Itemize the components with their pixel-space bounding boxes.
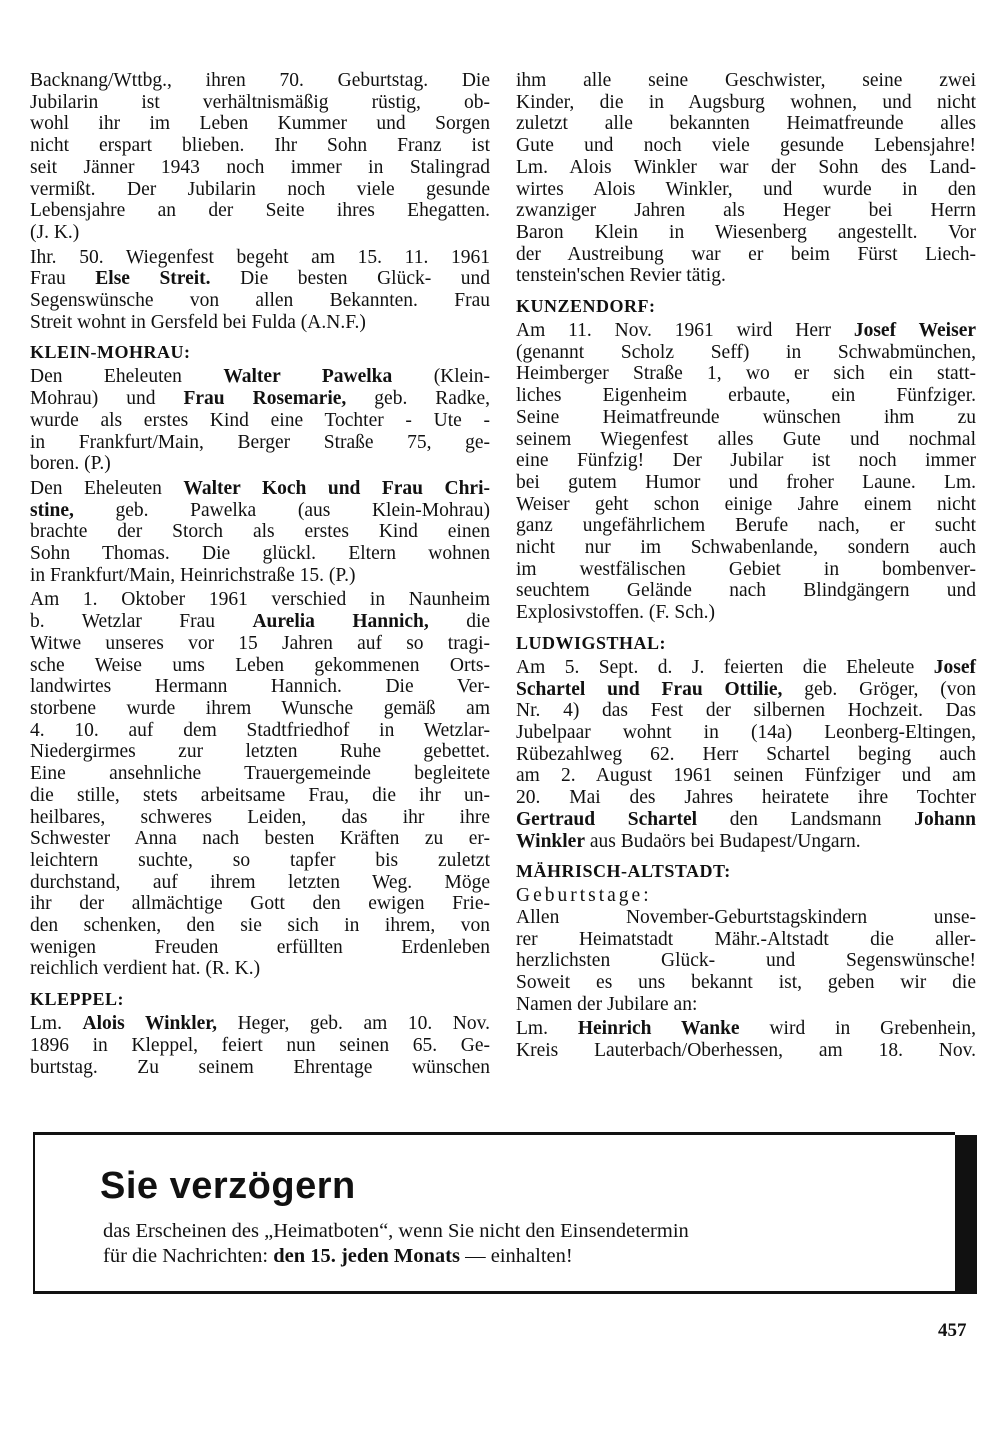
bold-name: Schartel und Frau Ottilie, xyxy=(516,678,783,700)
text-line xyxy=(516,602,976,624)
paragraph xyxy=(516,320,976,624)
text-segment: nicht erspart blieben. Ihr Sohn Franz ist xyxy=(30,135,490,157)
left-column xyxy=(30,70,490,1081)
paragraph xyxy=(516,657,976,852)
text-segment: den Landsmann xyxy=(697,808,915,830)
text-line xyxy=(516,92,976,114)
text-line xyxy=(30,655,490,677)
text-segment: reichlich verdient hat. (R. K.) xyxy=(30,958,261,980)
text-line xyxy=(516,929,976,951)
bold-name: Frau Rosemarie, xyxy=(183,388,347,410)
text-segment: im westfälischen Gebiet in bombenver- xyxy=(516,558,976,580)
text-segment: Lebensjahre an der Seite ihres Ehegatten. xyxy=(30,200,490,222)
text-line xyxy=(516,265,976,287)
text-segment: 1896 in Kleppel, feiert nun seinen 65. Ge- xyxy=(30,1034,490,1056)
text-segment: Explosivstoffen. (F. Sch.) xyxy=(516,602,716,624)
text-segment: Am 11. Nov. 1961 wird Herr xyxy=(516,320,854,342)
text-segment: Kreis Lauterbach/Oberhessen, am 18. Nov. xyxy=(516,1040,976,1062)
text-segment: durchstand, auf ihrem letzten Weg. Möge xyxy=(30,871,490,893)
text-line xyxy=(30,432,490,454)
text-segment: rer Heimatstadt Mähr.-Altstadt die aller- xyxy=(516,928,976,950)
text-line xyxy=(516,244,976,266)
text-segment: ihr der allmächtige Gott den ewigen Frie- xyxy=(30,893,490,915)
text-segment: Die besten Glück- und xyxy=(210,268,490,290)
section-heading: MÄHRISCH-ALTSTADT: xyxy=(516,861,731,882)
text-line xyxy=(30,633,490,655)
text-line xyxy=(30,1057,490,1079)
text-line xyxy=(516,537,976,559)
text-segment: Gute und noch viele gesunde Lebensjahre! xyxy=(516,135,976,157)
text-segment: Heger, geb. am 10. Nov. xyxy=(217,1013,490,1035)
text-segment: seuchtem Gelände nach Blindgängern und xyxy=(516,580,976,602)
bold-name: Else Streit. xyxy=(95,268,211,290)
bold-name: Gertraud Schartel xyxy=(516,808,698,830)
notice-deadline: den 15. jeden Monats xyxy=(273,1245,460,1267)
text-segment: die stille, stets arbeitsame Frau, die ihr un- xyxy=(30,784,490,806)
text-segment: den schenken, den sie sich in ihrem, von xyxy=(30,915,490,937)
text-line xyxy=(30,741,490,763)
bold-name: Heinrich Wanke xyxy=(577,1018,740,1040)
text-segment: Mohrau) und xyxy=(30,388,184,410)
text-line xyxy=(30,410,490,432)
subheading: Geburtstage: xyxy=(516,885,652,907)
paragraph xyxy=(30,247,490,334)
text-line xyxy=(30,807,490,829)
text-line xyxy=(30,268,490,290)
text-segment: Jubelpaar wohnt in (14a) Leonberg-Eltingen, xyxy=(516,721,976,743)
text-line xyxy=(516,515,976,537)
text-segment: Lm. xyxy=(30,1013,83,1035)
text-line xyxy=(516,450,976,472)
text-segment: aus Budaörs bei Budapest/Ungarn. xyxy=(584,830,861,852)
text-line xyxy=(516,385,976,407)
text-segment: herzlichsten Glück- und Segenswünsche! xyxy=(516,950,976,972)
notice-side-bar xyxy=(955,1135,977,1294)
text-line xyxy=(30,200,490,222)
text-line xyxy=(516,70,976,92)
section-heading: KLEIN-MOHRAU: xyxy=(30,342,191,363)
text-segment: Namen der Jubilare an: xyxy=(516,993,698,1015)
text-segment: wirtes Alois Winkler, und wurde in den xyxy=(516,178,976,200)
text-segment: boren. (P.) xyxy=(30,453,111,475)
text-line xyxy=(30,698,490,720)
text-line xyxy=(516,1018,976,1040)
text-segment: wird in Grebenhein, xyxy=(739,1018,976,1040)
bold-name: Josef xyxy=(933,656,976,678)
paragraph xyxy=(516,70,976,287)
text-line xyxy=(30,720,490,742)
text-line xyxy=(30,565,490,587)
text-segment: b. Wetzlar Frau xyxy=(30,611,253,633)
text-line xyxy=(30,937,490,959)
text-segment: Heimberger Straße 1, wo er sich ein statt- xyxy=(516,363,976,385)
text-line xyxy=(30,785,490,807)
text-segment: heilbares, schweres Leiden, das ihr ihre xyxy=(30,806,490,828)
text-segment: Den Eheleuten xyxy=(30,477,184,499)
section-heading: KLEPPEL: xyxy=(30,989,125,1010)
text-segment: Streit wohnt in Gersfeld bei Fulda (A.N.F.) xyxy=(30,311,366,333)
text-segment: Soweit es uns bekannt ist, geben wir die xyxy=(516,972,976,994)
text-segment: wurde als erstes Kind eine Tochter - Ute - xyxy=(30,409,490,431)
bold-name: Alois Winkler, xyxy=(82,1013,218,1035)
notice-title: Sie verzögern xyxy=(100,1165,356,1207)
text-line xyxy=(516,472,976,494)
text-segment: 20. Mai des Jahres heiratete ihre Tochter xyxy=(516,787,976,809)
text-segment: bei gutem Humor und froher Laune. Lm. xyxy=(516,471,976,493)
text-line xyxy=(30,113,490,135)
text-segment: wohl ihr im Leben Kummer und Sorgen xyxy=(30,113,490,135)
text-segment: Jubilarin ist verhältnismäßig rüstig, ob- xyxy=(30,91,490,113)
text-segment: Lm. Alois Winkler war der Sohn des Land- xyxy=(516,156,976,178)
text-line xyxy=(516,994,976,1016)
text-line xyxy=(516,907,976,929)
text-segment: vermißt. Der Jubilarin noch viele gesunde xyxy=(30,178,490,200)
text-segment: Den Eheleuten xyxy=(30,366,224,388)
text-line xyxy=(30,478,490,500)
text-line xyxy=(516,722,976,744)
notice-text xyxy=(103,1219,689,1269)
text-segment: am 2. August 1961 seinen Fünfziger und am xyxy=(516,765,976,787)
text-line xyxy=(516,831,976,853)
text-line xyxy=(516,222,976,244)
paragraph xyxy=(516,907,976,1016)
text-line xyxy=(516,200,976,222)
text-line xyxy=(516,157,976,179)
text-segment: Am 1. Oktober 1961 verschied in Naunheim xyxy=(30,589,490,611)
text-segment: Nr. 4) das Fest der silbernen Hochzeit. Das xyxy=(516,700,976,722)
text-segment: Witwe unseres vor 15 Jahren auf so tragi- xyxy=(30,632,490,654)
text-segment: seinem Wiegenfest alles Gute und nochmal xyxy=(516,428,976,450)
text-segment: nicht nur im Schwabenlande, sondern auch xyxy=(516,537,976,559)
text-segment: tenstein'schen Revier tätig. xyxy=(516,265,726,287)
text-segment: ihm alle seine Geschwister, seine zwei xyxy=(516,70,976,91)
text-segment: in Frankfurt/Main, Heinrichstraße 15. (P.) xyxy=(30,564,356,586)
text-line xyxy=(516,559,976,581)
text-line xyxy=(516,765,976,787)
text-segment: in Frankfurt/Main, Berger Straße 75, ge- xyxy=(30,431,490,453)
text-line xyxy=(516,657,976,679)
text-line xyxy=(30,589,490,611)
notice-box xyxy=(33,1132,955,1294)
text-line xyxy=(30,828,490,850)
text-segment: Frau xyxy=(30,268,96,290)
text-segment: Sohn Thomas. Die glückl. Eltern wohnen xyxy=(30,543,490,565)
text-segment: zuletzt alle bekannten Heimatfreunde alles xyxy=(516,113,976,135)
notice-text-part: für die Nachrichten: xyxy=(103,1245,274,1267)
bold-name: Winkler xyxy=(516,830,585,852)
text-segment: burtstag. Zu seinem Ehrentage wünschen xyxy=(30,1056,490,1078)
text-line xyxy=(516,679,976,701)
paragraph xyxy=(30,366,490,475)
text-segment: leichtern suchte, so tapfer bis zuletzt xyxy=(30,849,490,871)
text-segment: zwanziger Jahren als Heger bei Herrn xyxy=(516,200,976,222)
text-line xyxy=(30,388,490,410)
text-segment: Eine ansehnliche Trauergemeinde begleitete xyxy=(30,763,490,785)
text-line xyxy=(516,363,976,385)
paragraph xyxy=(30,589,490,980)
text-line xyxy=(30,611,490,633)
paragraph xyxy=(30,1013,490,1078)
text-segment: (J. K.) xyxy=(30,221,80,243)
right-column xyxy=(516,70,976,1065)
text-line xyxy=(30,366,490,388)
text-segment: Ihr. 50. Wiegenfest begeht am 15. 11. 1961 xyxy=(30,246,490,268)
text-line xyxy=(30,543,490,565)
text-line xyxy=(30,222,490,244)
bold-name: Walter Pawelka xyxy=(223,366,393,388)
text-line xyxy=(30,850,490,872)
text-segment: liches Eigenheim erbaute, ein Fünfziger. xyxy=(516,385,976,407)
text-segment: Weiser geht schon einige Jahre einem nicht xyxy=(516,493,976,515)
text-segment: geb. Pawelka (aus Klein-Mohrau) xyxy=(73,499,490,521)
text-line xyxy=(516,787,976,809)
text-segment: landwirtes Hermann Hannich. Die Ver- xyxy=(30,676,490,698)
text-line xyxy=(30,92,490,114)
text-line xyxy=(516,113,976,135)
text-segment: Lm. xyxy=(516,1018,578,1040)
text-line xyxy=(30,676,490,698)
text-segment: geb. Gröger, (von xyxy=(782,678,977,700)
text-segment: Niedergirmes zur letzten Ruhe gebettet. xyxy=(30,741,490,763)
text-line xyxy=(30,893,490,915)
text-line xyxy=(516,342,976,364)
text-segment: ganz ungefährlichem Berufe nach, er sucht xyxy=(516,515,976,537)
text-segment: Backnang/Wttbg., ihren 70. Geburtstag. Die xyxy=(30,70,490,91)
text-segment: Seine Heimatfreunde wünschen ihm zu xyxy=(516,406,976,428)
paragraph xyxy=(30,70,490,244)
text-line xyxy=(30,958,490,980)
text-segment: 4. 10. auf dem Stadtfriedhof in Wetzlar- xyxy=(30,719,490,741)
text-line xyxy=(30,1035,490,1057)
notice-line-2 xyxy=(103,1244,689,1269)
section-heading: KUNZENDORF: xyxy=(516,296,656,317)
bold-name: stine, xyxy=(30,499,74,521)
bold-name: Johann xyxy=(914,808,976,830)
text-line xyxy=(516,179,976,201)
bold-name: Josef Weiser xyxy=(853,320,977,342)
text-segment: (genannt Scholz Seff) in Schwabmünchen, xyxy=(516,341,976,363)
text-segment: (Klein- xyxy=(392,366,491,388)
section-heading: LUDWIGSTHAL: xyxy=(516,632,667,653)
notice-text-part: — einhalten! xyxy=(459,1245,573,1267)
text-line xyxy=(30,70,490,92)
text-segment: Allen November-Geburtstagskindern unse- xyxy=(516,906,976,928)
text-segment: Rübezahlweg 62. Herr Schartel beging auch xyxy=(516,743,976,765)
text-line xyxy=(30,179,490,201)
text-line xyxy=(30,1013,490,1035)
text-segment: geb. Radke, xyxy=(346,388,490,410)
text-line xyxy=(516,744,976,766)
text-line xyxy=(516,809,976,831)
text-line xyxy=(30,290,490,312)
text-segment: sche Weise ums Leben gekommenen Orts- xyxy=(30,654,490,676)
text-line xyxy=(30,872,490,894)
text-line xyxy=(30,135,490,157)
notice-line-1: das Erscheinen des „Heimatboten“, wenn Sie nicht den Einsendetermin xyxy=(103,1220,689,1242)
text-line xyxy=(516,429,976,451)
text-line xyxy=(516,972,976,994)
text-line xyxy=(516,135,976,157)
text-segment: Kinder, die in Augsburg wohnen, und nicht xyxy=(516,91,976,113)
text-segment: wenigen Freuden erfüllten Erdenleben xyxy=(30,936,490,958)
page-number: 457 xyxy=(938,1320,967,1341)
text-line xyxy=(516,950,976,972)
text-line xyxy=(30,312,490,334)
text-line xyxy=(30,521,490,543)
text-line xyxy=(30,500,490,522)
text-line xyxy=(516,580,976,602)
text-segment: brachte der Storch als erstes Kind einen xyxy=(30,521,490,543)
text-line xyxy=(30,157,490,179)
text-segment: storbene wurde ihrem Wunsche gemäß am xyxy=(30,697,490,719)
text-line xyxy=(516,407,976,429)
text-line xyxy=(516,494,976,516)
text-line xyxy=(516,1040,976,1062)
text-line xyxy=(30,915,490,937)
text-line xyxy=(516,700,976,722)
text-segment: Am 5. Sept. d. J. feierten die Eheleute xyxy=(516,656,934,678)
text-line xyxy=(30,247,490,269)
text-line xyxy=(30,453,490,475)
paragraph xyxy=(30,478,490,587)
text-segment: die xyxy=(428,611,491,633)
text-segment: der Austreibung war er beim Fürst Liech- xyxy=(516,243,976,265)
bold-name: Aurelia Hannich, xyxy=(252,611,429,633)
text-segment: Baron Klein in Wiesenberg angestellt. Vor xyxy=(516,221,976,243)
bold-name: Walter Koch und Frau Chri- xyxy=(183,477,490,499)
text-segment: Segenswünsche von allen Bekannten. Frau xyxy=(30,290,490,312)
text-line xyxy=(516,320,976,342)
text-line xyxy=(30,763,490,785)
paragraph xyxy=(516,1018,976,1061)
text-segment: eine Fünfzig! Der Jubilar ist noch immer xyxy=(516,450,976,472)
text-segment: seit Jänner 1943 noch immer in Stalingrad xyxy=(30,156,490,178)
text-segment: Schwester Anna nach besten Kräften zu er- xyxy=(30,828,490,850)
